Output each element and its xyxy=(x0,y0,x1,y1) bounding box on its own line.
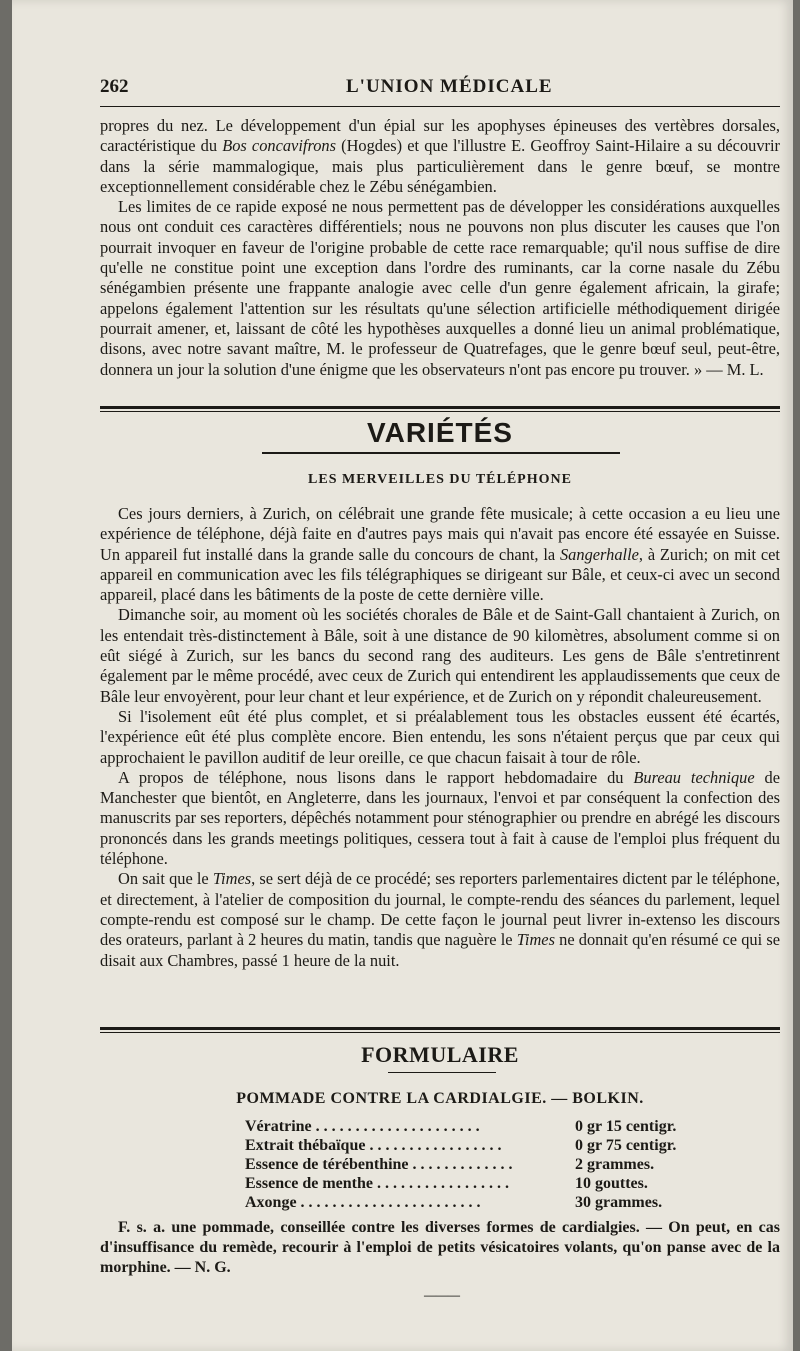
page-number: 262 xyxy=(100,76,129,97)
varietes-paragraph-3: Si l'isolement eût été plus complet, et si préalablement tous les obstacles eussent été écartés, l'expérience eût été plus complète encore. Bien entendu, les sons n'étaient perçus que par ceux qui approchaient le pavillon auditif de leur oreille, ce que chacun faisait à tour de rôle. xyxy=(100,706,780,767)
ingredient-name: Extrait thébaïque . . . . . . . . . . . . . . . . . xyxy=(245,1137,502,1154)
ingredient-quantity: 2 grammes. xyxy=(575,1156,655,1173)
recipe-ingredients xyxy=(245,1117,715,1212)
footer-ornament: ——— xyxy=(424,1288,460,1302)
formulaire-note xyxy=(100,1218,780,1278)
ingredient-quantity: 10 gouttes. xyxy=(575,1175,648,1192)
ingredient-name: Essence de menthe . . . . . . . . . . . . . . . . . xyxy=(245,1175,509,1192)
ingredient-name: Essence de térébenthine . . . . . . . . . . . . . xyxy=(245,1156,513,1173)
varietes-paragraph-5: On sait que le Times, se sert déjà de ce procédé; ses reporters parlementaires dictent par le téléphone, et directement, à l'atelier de composition du journal, le compte-rendu des séances du parlement, lequel compte-rendu est composé sur le champ. De cette façon le journal peut livrer in-extenso les discours des orateurs, parlant à 2 heures du matin, tandis que naguère le Times ne donnait qu'en résumé ce qui se disait aux Chambres, passé 1 heure de la nuit. xyxy=(100,869,780,970)
formulaire-title: FORMULAIRE xyxy=(361,1042,519,1067)
varietes-text xyxy=(100,504,780,971)
ingredient-row xyxy=(245,1136,715,1155)
ingredient-row xyxy=(245,1117,715,1136)
varietes-title-underline xyxy=(262,452,620,454)
varietes-paragraph-4: A propos de téléphone, nous lisons dans le rapport hebdomadaire du Bureau technique de Manchester que bientôt, en Angleterre, dans les journaux, l'envoi et par conséquent la confection des manuscrits par ses reporters, dépêchés notamment pour sténographier ou prendre en abrégé les discours prononcés dans les grands meetings politiques, cessera tout à fait à cause de l'emploi plus fréquent du téléphone. xyxy=(100,767,780,869)
formulaire-title-underline xyxy=(388,1072,496,1073)
ingredient-name: Axonge . . . . . . . . . . . . . . . . . . . . . . . xyxy=(245,1194,481,1211)
section-divider-2 xyxy=(100,1027,780,1030)
section-divider-1b xyxy=(100,411,780,412)
telephone-subtitle: LES MERVEILLES DU TÉLÉPHONE xyxy=(308,472,572,487)
journal-title: L'UNION MÉDICALE xyxy=(346,76,553,97)
ingredient-row xyxy=(245,1193,715,1212)
ingredient-quantity: 30 grammes. xyxy=(575,1194,663,1211)
intro-paragraph-2: Les limites de ce rapide exposé ne nous permettent pas de développer les considérations auxquelles nous ont conduit ces caractères différentiels; nous ne pouvons non plus discuter les causes que l'on pourrait invoquer en faveur de l'origine probable de cette race remarquable; qu'il nous suffise de dire qu'elle ne constitue point une exception dans l'ordre des ruminants, car la corne nasale du Zébu sénégambien présente une frappante analogie avec celle d'un genre également africain, la girafe; appelons également l'attention sur les résultats qu'une sélection artificielle méthodiquement dirigée pourrait amener, et, laissant de côté les hypothèses auxquelles a donné lieu un animal problématique, disons, avec notre savant maître, M. le professeur de Quatrefages, que le genre bœuf seul, peut-être, donnera un jour la solution d'une énigme que les observateurs n'ont pas encore pu trouver. » — M. L. xyxy=(100,197,780,379)
varietes-paragraph-2: Dimanche soir, au moment où les sociétés chorales de Bâle et de Saint-Gall chantaient à Zurich, on les entendait très-distinctement à Bâle, soit à une distance de 90 kilomètres, absolument comme si on eût siégé à Zurich, sur les bancs du second rang des auditeurs. Les gens de Bâle s'entretinrent également par le même procédé, avec ceux de Zurich qui entendirent les applaudissements que ceux de Bâle leur envoyèrent, pour leur chant et leur expérience, et de Zurich on y répondit chaleureusement. xyxy=(100,605,780,706)
varietes-paragraph-1: Ces jours derniers, à Zurich, on célébrait une grande fête musicale; à cette occasion a eu lieu une expérience de téléphone, déjà faite en d'autres pays mais qui n'avait pas encore été essayée en Suisse. Un appareil fut installé dans la grande salle du concours de chant, la Sangerhalle, à Zurich; on mit cet appareil en communication avec les fils télégraphiques se dirigeant sur Bâle, et ceux-ci avec un second appareil, placé dans les bâtiments de la poste de cette dernière ville. xyxy=(100,504,780,605)
formulaire-note-text: F. s. a. une pommade, conseillée contre les diverses formes de cardialgies. — On peut, en cas d'insuffisance du remède, recourir à l'emploi de petits vésicatoires volants, qu'on panse avec de la morphine. — N. G. xyxy=(100,1219,780,1276)
ingredient-quantity: 0 gr 15 centigr. xyxy=(575,1118,677,1135)
section-divider-1 xyxy=(100,406,780,409)
intro-paragraph-1: propres du nez. Le développement d'un épial sur les apophyses épineuses des vertèbres dorsales, caractéristique du Bos concavifrons (Hogdes) et que l'illustre E. Geoffroy Saint-Hilaire a su découvrir dans la série mammalogique, mais plus particulièrement dans le genre bœuf, se montre exceptionnellement considérable chez le Zébu sénégambien. xyxy=(100,116,780,196)
section-divider-2b xyxy=(100,1032,780,1033)
ingredient-row xyxy=(245,1155,715,1174)
ingredient-row xyxy=(245,1174,715,1193)
ingredient-name: Vératrine . . . . . . . . . . . . . . . . . . . . . xyxy=(245,1118,480,1135)
varietes-title: VARIÉTÉS xyxy=(367,417,513,448)
intro-text xyxy=(100,116,780,380)
header-rule xyxy=(100,106,780,107)
ingredient-quantity: 0 gr 75 centigr. xyxy=(575,1137,677,1154)
recipe-title: POMMADE CONTRE LA CARDIALGIE. — BOLKIN. xyxy=(236,1090,644,1107)
page-header xyxy=(100,76,780,106)
